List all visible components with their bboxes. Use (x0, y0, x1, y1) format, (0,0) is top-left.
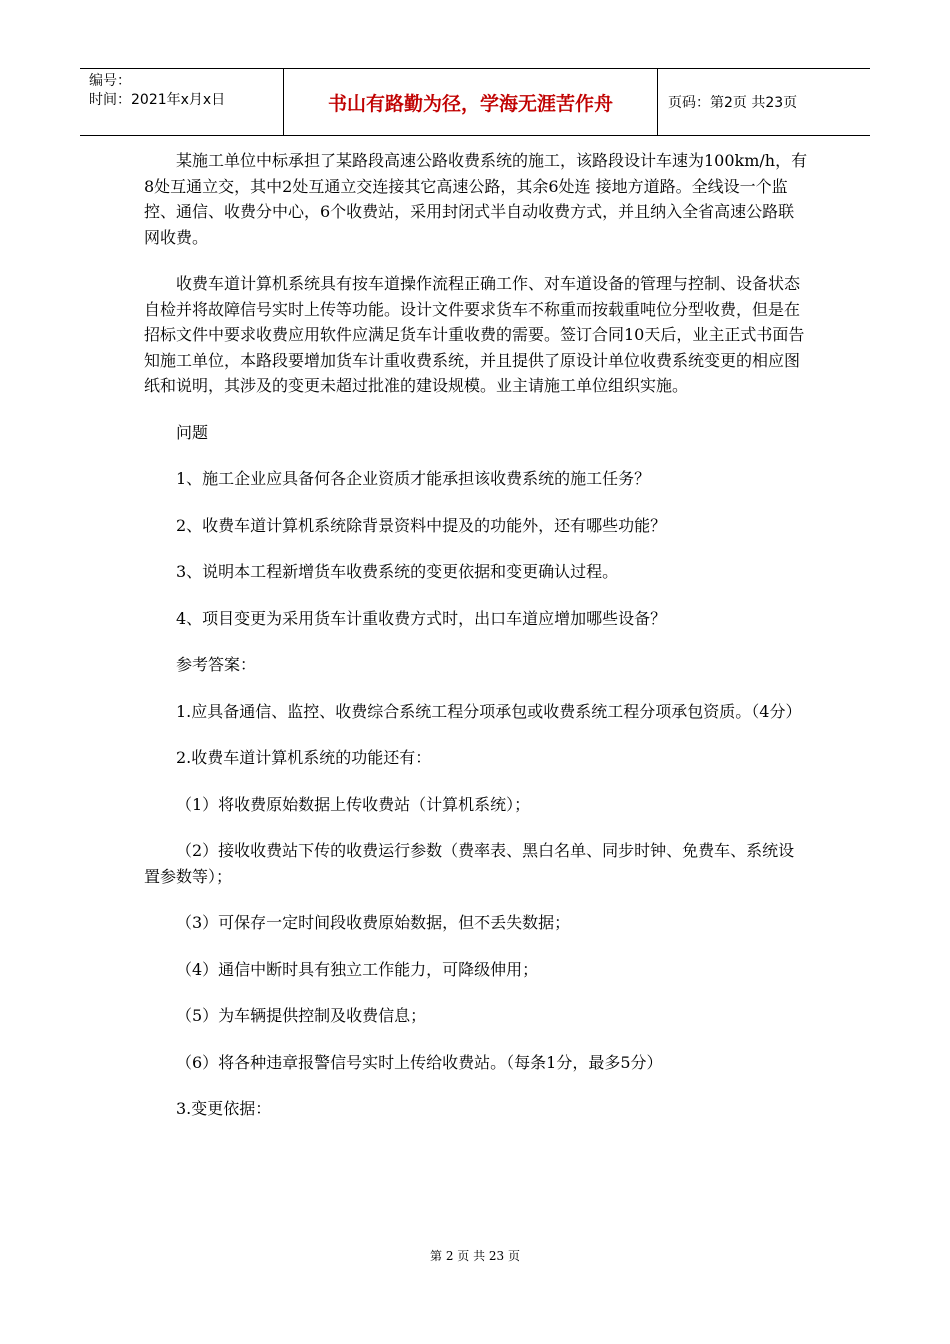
page-footer: 第 2 页 共 23 页 (430, 1249, 520, 1263)
questions-heading: 问题 (176, 422, 209, 442)
answer-2-item-2: （2）接收收费站下传的收费运行参数（费率表、黑白名单、同步时钟、免费车、系统设置参数等）； (144, 841, 795, 886)
question-3: 3、说明本工程新增货车收费系统的变更依据和变更确认过程。 (176, 562, 619, 581)
answer-2-item-4: （4）通信中断时具有独立工作能力，可降级伸用； (176, 959, 539, 979)
page-header (80, 68, 870, 136)
question-2: 2、收费车道计算机系统除背景资料中提及的功能外，还有哪些功能？ (176, 515, 667, 535)
answer-2-item-5: （5）为车辆提供控制及收费信息； (176, 1006, 427, 1025)
answer-2-heading: 2.收费车道计算机系统的功能还有： (176, 748, 432, 767)
paragraph-background-1: 某施工单位中标承担了某路段高速公路收费系统的施工，该路段设计车速为100km/h，有8处互通立交，其中2处互通立交连接其它高速公路，其余6处连 接地方道路。全线设一个监控、通信、收费分中心，6个收费站，采用封闭式半自动收费方式，并且纳入全省高速公路联网收费。 (144, 151, 808, 247)
paragraph-background-2: 收费车道计算机系统具有按车道操作流程正确工作、对车道设备的管理与控制、设备状态自检并将故障信号实时上传等功能。设计文件要求货车不称重而按载重吨位分型收费，但是在招标文件中要求收费应用软件应满足货车计重收费的需要。签订合同10天后，业主正式书面告知施工单位，本路段要增加货车计重收费系统，并且提供了原设计单位收费系统变更的相应图纸和说明，其涉及的变更未超过批准的建设规模。业主请施工单位组织实施。 (144, 274, 805, 395)
date-label: 时间：2021年x月x日 (89, 92, 226, 108)
header-motto: 书山有路勤为径，学海无涯苦作舟 (284, 69, 658, 135)
answer-1: 1.应具备通信、监控、收费综合系统工程分项承包或收费系统工程分项承包资质。（4分） (176, 701, 802, 721)
question-4: 4、项目变更为采用货车计重收费方式时，出口车道应增加哪些设备？ (176, 608, 667, 628)
header-meta (80, 69, 284, 135)
header-page-info: 页码：第2页 共23页 (668, 95, 798, 111)
answers-heading: 参考答案： (176, 655, 257, 674)
answer-2-item-6: （6）将各种违章报警信号实时上传给收费站。（每条1分，最多5分） (176, 1052, 663, 1072)
number-label: 编号： (89, 73, 131, 89)
document-body (144, 148, 810, 1143)
answer-2-item-3: （3）可保存一定时间段收费原始数据，但不丢失数据； (176, 913, 571, 932)
answer-3-heading: 3.变更依据： (176, 1099, 272, 1118)
answer-2-item-1: （1）将收费原始数据上传收费站（计算机系统）； (176, 794, 531, 814)
question-1: 1、施工企业应具备何各企业资质才能承担该收费系统的施工任务？ (176, 469, 651, 488)
